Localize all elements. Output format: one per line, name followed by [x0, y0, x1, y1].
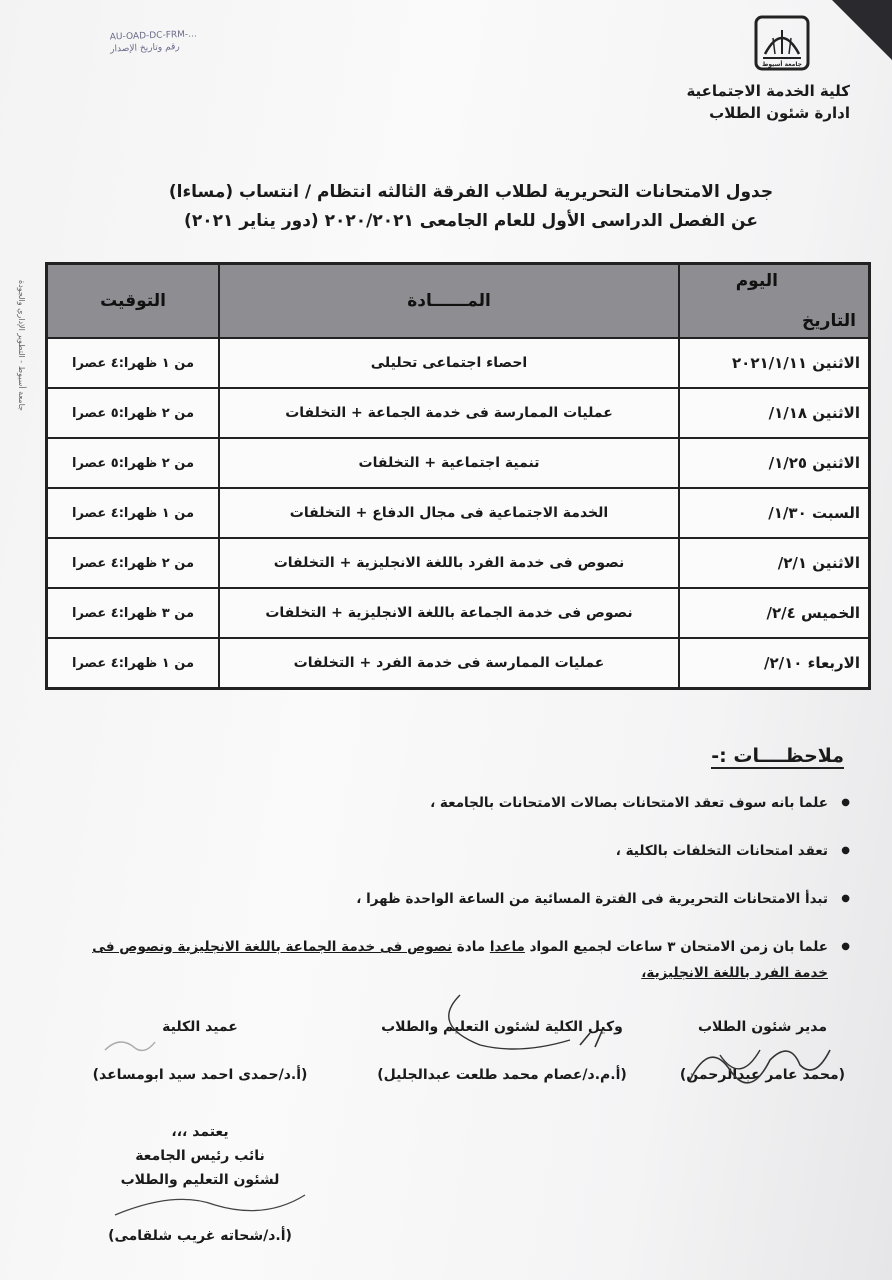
- approval-handwritten-signature: [95, 1175, 315, 1235]
- subject-cell: الخدمة الاجتماعية فى مجال الدفاع + التخلفات: [219, 488, 679, 538]
- date-cell: السبت ١/٣٠/: [679, 488, 870, 538]
- subject-cell: نصوص فى خدمة الفرد باللغة الانجليزية + التخلفات: [219, 538, 679, 588]
- date-cell: الاربعاء ٢/١٠/: [679, 638, 870, 689]
- time-cell: من ٢ ظهرا:٥ عصرا: [47, 438, 220, 488]
- date-cell: الاثنين ٢/١/: [679, 538, 870, 588]
- date-cell: الاثنين ٢٠٢١/١/١١: [679, 338, 870, 388]
- notes-list: [62, 790, 852, 1008]
- dean-title: عميد الكلية: [162, 1019, 238, 1035]
- time-cell: من ١ ظهرا:٤ عصرا: [47, 638, 220, 689]
- dean-stamp-mark: [100, 1030, 160, 1060]
- subject-cell: نصوص فى خدمة الجماعة باللغة الانجليزية + التخلفات: [219, 588, 679, 638]
- table-row: [47, 488, 870, 538]
- table-row: [47, 538, 870, 588]
- list-item: ● علما بان زمن الامتحان ٣ ساعات لجميع المواد ماعدا مادة نصوص فى خدمة الجماعة باللغة الانجليزية ونصوص فى خدمة الفرد باللغة الانجليزية،: [62, 934, 852, 986]
- subject-column-header: المــــــادة: [219, 264, 679, 339]
- time-cell: من ٣ ظهرا:٤ عصرا: [47, 588, 220, 638]
- table-row: [47, 638, 870, 689]
- university-logo-icon: [753, 14, 811, 72]
- date-cell: الاثنين ١/٢٥/: [679, 438, 870, 488]
- exam-schedule-table: [45, 262, 871, 690]
- approval-line-2: لشئون التعليم والطلاب: [120, 1172, 280, 1188]
- list-item: ● تبدأ الامتحانات التحريرية فى الفترة المسائية من الساعة الواحدة ظهرا ،: [62, 886, 852, 912]
- date-cell: الاثنين ١/١٨/: [679, 388, 870, 438]
- vice-dean-name: (أ.م.د/عصام محمد طلعت عبدالجليل): [377, 1067, 627, 1083]
- director-title: مدير شئون الطلاب: [697, 1019, 828, 1035]
- time-cell: من ٢ ظهرا:٥ عصرا: [47, 388, 220, 438]
- day-header: اليوم: [735, 271, 778, 291]
- time-column-header: التوقيت: [47, 264, 220, 339]
- side-margin-text: جامعة أسيوط - التطوير الإداري والجودة: [17, 280, 26, 411]
- form-code: AU-OAD-DC-FRM-... رقم وتاريخ الإصدار: [109, 29, 197, 55]
- director-name: (محمد عامر عبدالرحمن): [679, 1067, 846, 1083]
- document-title: [0, 178, 892, 236]
- date-cell: الخميس ٢/٤/: [679, 588, 870, 638]
- time-cell: من ١ ظهرا:٤ عصرا: [47, 338, 220, 388]
- date-column-header: [679, 264, 870, 339]
- table-row: [47, 588, 870, 638]
- notes-heading: ملاحظــــات :-: [711, 745, 844, 767]
- approval-name: (أ.د/شحاته غريب شلقامى): [108, 1228, 292, 1244]
- time-cell: من ٢ ظهرا:٤ عصرا: [47, 538, 220, 588]
- faculty-header: [686, 80, 850, 124]
- table-row: [47, 438, 870, 488]
- faculty-name: كلية الخدمة الاجتماعية: [686, 82, 850, 100]
- vice-dean-title: وكيل الكلية لشئون التعليم والطلاب: [381, 1019, 623, 1035]
- title-line-2: عن الفصل الدراسى الأول للعام الجامعى ٢٠٢٠/٢٠٢١ (دور يناير ٢٠٢١): [184, 211, 758, 231]
- approval-label: يعتمد ،،،: [171, 1124, 229, 1140]
- subject-cell: عمليات الممارسة فى خدمة الفرد + التخلفات: [219, 638, 679, 689]
- list-item: ● تعقد امتحانات التخلفات بالكلية ،: [62, 838, 852, 864]
- svg-text:جامعة أسيوط: جامعة أسيوط: [762, 61, 802, 68]
- table-header-row: [47, 264, 870, 339]
- table-row: [47, 388, 870, 438]
- subject-cell: عمليات الممارسة فى خدمة الجماعة + التخلفات: [219, 388, 679, 438]
- title-line-1: جدول الامتحانات التحريرية لطلاب الفرقة الثالثه انتظام / انتساب (مساءا): [168, 182, 774, 202]
- subject-cell: تنمية اجتماعية + التخلفات: [219, 438, 679, 488]
- subject-cell: احصاء اجتماعى تحليلى: [219, 338, 679, 388]
- list-item: ● علما بانه سوف تعقد الامتحانات بصالات الامتحانات بالجامعة ،: [62, 790, 852, 816]
- vice-dean-handwritten-signature: [420, 985, 620, 1065]
- approval-line-1: نائب رئيس الجامعة: [135, 1148, 265, 1164]
- department-name: ادارة شئون الطلاب: [709, 104, 850, 122]
- table-row: [47, 338, 870, 388]
- dean-name: (أ.د/حمدى احمد سيد ابومساعد): [92, 1067, 308, 1083]
- page-corner-shadow: [832, 0, 892, 60]
- date-header: التاريخ: [802, 311, 856, 331]
- director-handwritten-signature: [680, 1020, 850, 1100]
- time-cell: من ١ ظهرا:٤ عصرا: [47, 488, 220, 538]
